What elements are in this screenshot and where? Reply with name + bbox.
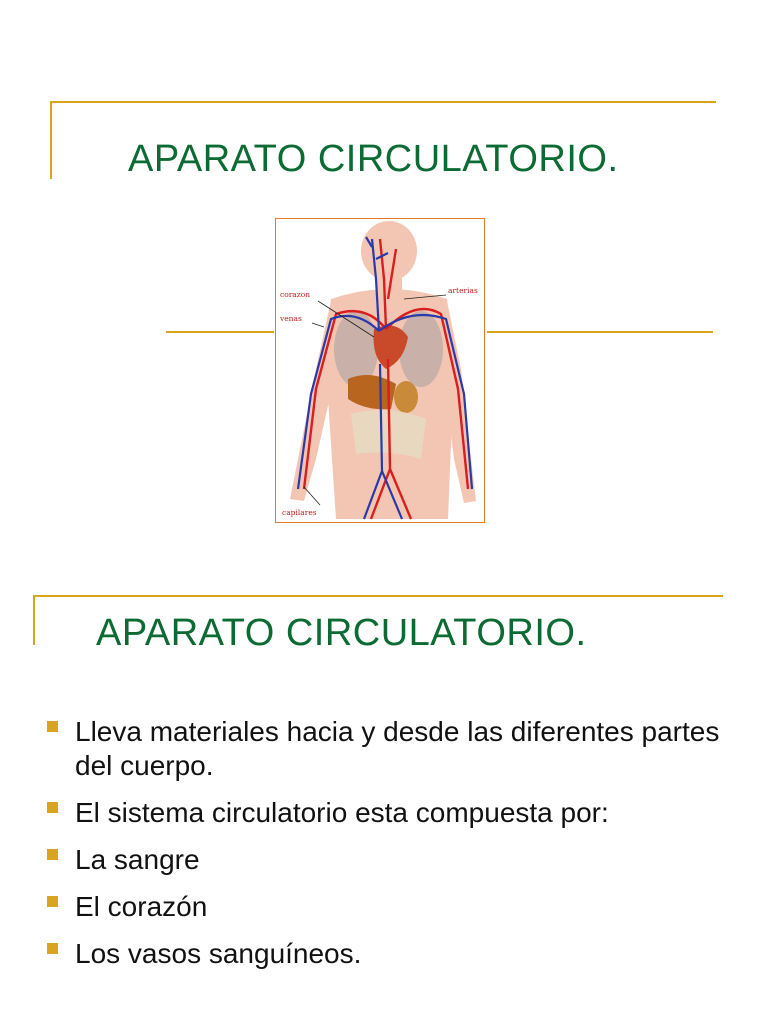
bullet-square-icon	[47, 849, 58, 860]
bullet-square-icon	[47, 721, 58, 732]
left-rule	[50, 101, 52, 179]
label-arterias: arterias	[448, 286, 478, 295]
slide-1-title: APARATO CIRCULATORIO.	[128, 138, 619, 180]
top-rule	[33, 595, 723, 597]
mid-rule-right	[487, 331, 713, 333]
label-corazon: corazon	[280, 290, 311, 299]
bullet-square-icon	[47, 943, 58, 954]
top-rule	[50, 101, 716, 103]
left-rule	[33, 595, 35, 645]
human-body-illustration	[276, 219, 483, 521]
bullet-list	[45, 715, 745, 984]
label-capilares: capilares	[282, 508, 317, 517]
mid-rule-left	[166, 331, 274, 333]
bullet-item: La sangre	[45, 843, 745, 877]
slide-2	[0, 560, 768, 1024]
bullet-item: Los vasos sanguíneos.	[45, 937, 745, 971]
label-venas: venas	[280, 314, 302, 323]
bullet-square-icon	[47, 802, 58, 813]
bullet-square-icon	[47, 896, 58, 907]
circulatory-system-figure	[275, 218, 485, 523]
bullet-item: Lleva materiales hacia y desde las diferentes partes del cuerpo.	[45, 715, 745, 783]
slide-2-title: APARATO CIRCULATORIO.	[96, 612, 587, 654]
bullet-item: El sistema circulatorio esta compuesta por:	[45, 796, 745, 830]
bullet-item: El corazón	[45, 890, 745, 924]
